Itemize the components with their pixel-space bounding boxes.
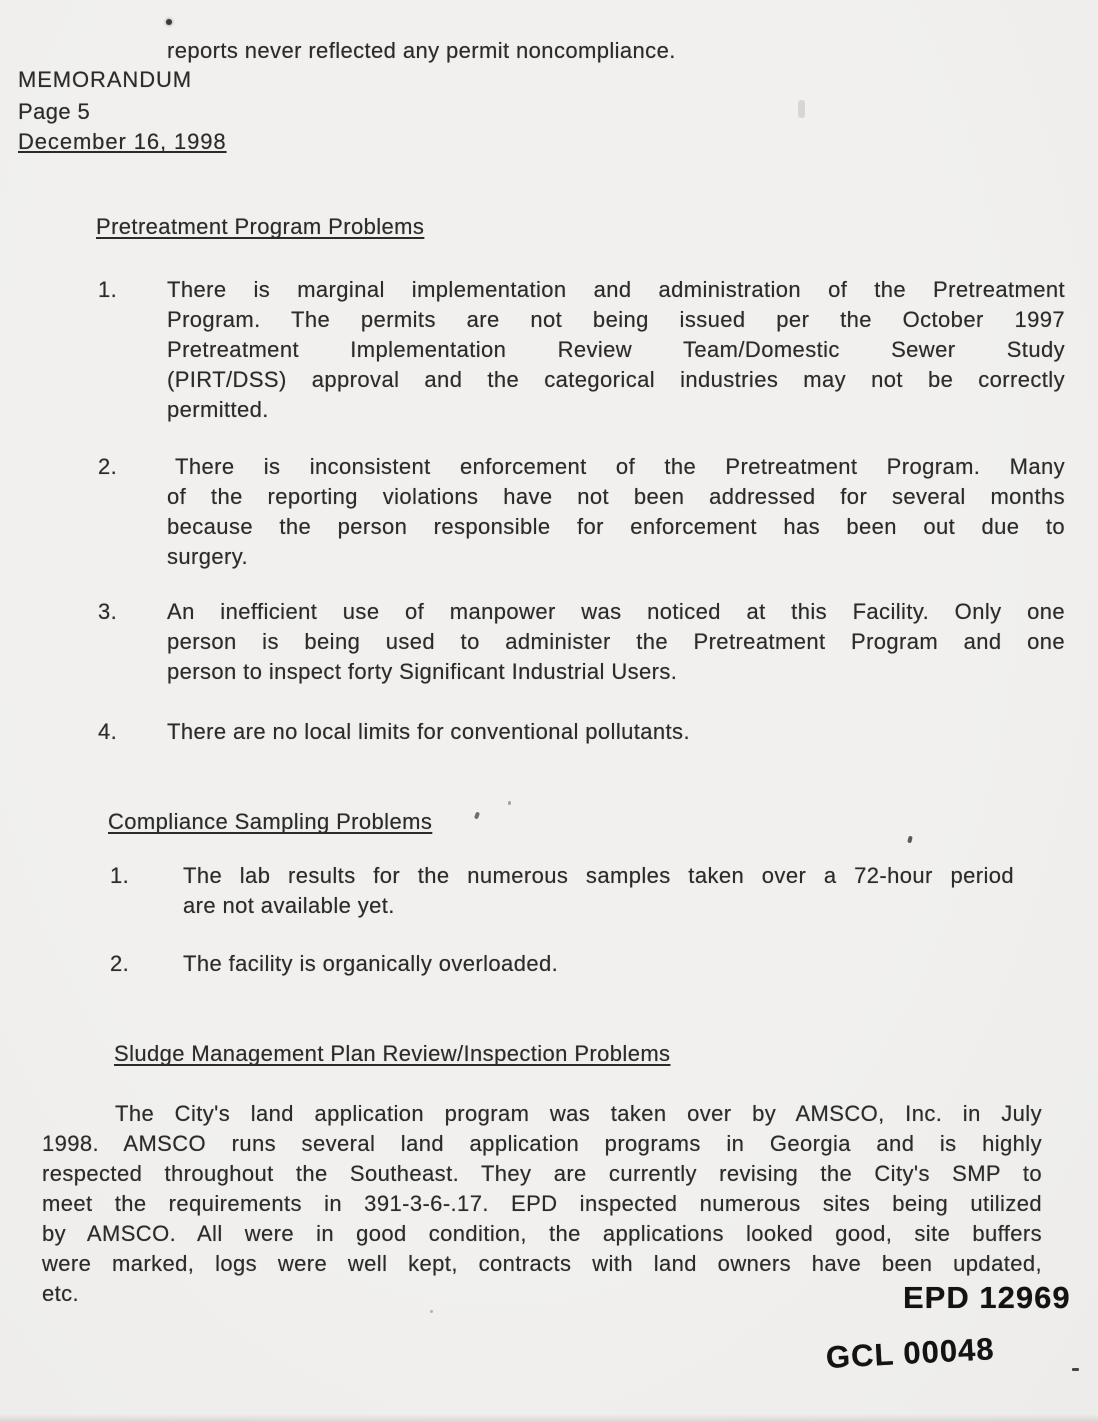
list-item	[110, 949, 1014, 979]
text-line: (PIRT/DSS) approval and the categorical industries may not be correctly	[167, 367, 1065, 392]
page-bottom-shadow	[0, 1414, 1098, 1422]
text-line: An inefficient use of manpower was noticed at this Facility. Only one	[167, 599, 1065, 624]
text-line: The City's land application program was taken over by AMSCO, Inc. in July	[115, 1101, 1042, 1126]
page-number: Page 5	[18, 99, 91, 124]
top-note: reports never reflected any permit noncompliance.	[167, 38, 676, 63]
text-line: The lab results for the numerous samples taken over a 72-hour period	[183, 863, 1014, 888]
section-heading-compliance	[108, 807, 432, 837]
ink-speckle	[508, 801, 511, 805]
text-line: 1998. AMSCO runs several land application programs in Georgia and is highly	[42, 1131, 1042, 1156]
item-text	[167, 452, 1065, 572]
list-item	[98, 717, 1065, 747]
item-number: 4.	[98, 719, 118, 744]
text-line: are not available yet.	[183, 893, 395, 918]
scan-smudge	[798, 100, 805, 118]
text-line: person is being used to administer the Pretreatment Program and one	[167, 629, 1065, 654]
section-heading-text: Pretreatment Program Problems	[96, 214, 425, 239]
stamp-gcl-number: GCL 00048	[825, 1331, 996, 1375]
ink-speckle	[430, 1310, 433, 1313]
stamp-epd-number: EPD 12969	[903, 1280, 1071, 1315]
text-line: There is marginal implementation and administration of the Pretreatment	[167, 277, 1065, 302]
text-line: of the reporting violations have not been addressed for several months	[167, 484, 1065, 509]
text-line: because the person responsible for enforcement has been out due to	[167, 514, 1065, 539]
section-heading-pretreatment	[96, 212, 424, 242]
text-line: meet the requirements in 391-3-6-.17. EPD inspected numerous sites being utilized	[42, 1191, 1042, 1216]
item-number: 1.	[110, 863, 130, 888]
text-line: were marked, logs were well kept, contracts with land owners have been updated,	[42, 1251, 1042, 1276]
item-text	[183, 861, 1014, 921]
item-number: 2.	[98, 454, 118, 479]
body-paragraph	[42, 1099, 1042, 1309]
text-line: permitted.	[167, 397, 269, 422]
text-line: respected throughout the Southeast. They are currently revising the City's SMP to	[42, 1161, 1042, 1186]
text-line: surgery.	[167, 544, 249, 569]
list-item	[110, 861, 1014, 921]
text-line: There are no local limits for conventional pollutants.	[167, 719, 690, 744]
text-line: Pretreatment Implementation Review Team/Domestic Sewer Study	[167, 337, 1065, 362]
text-line: etc.	[42, 1281, 80, 1306]
item-text	[167, 275, 1065, 425]
section-heading-text: Compliance Sampling Problems	[108, 809, 433, 834]
ink-speckle	[907, 836, 913, 844]
item-text	[167, 717, 1065, 747]
item-text	[167, 597, 1065, 687]
memo-date: December 16, 1998	[18, 129, 227, 154]
ink-speckle	[1072, 1368, 1079, 1371]
item-number: 3.	[98, 599, 118, 624]
item-number: 2.	[110, 951, 130, 976]
ink-speckle	[474, 812, 480, 820]
list-item	[98, 275, 1065, 425]
item-text	[183, 949, 1014, 979]
section-heading-text: Sludge Management Plan Review/Inspection Problems	[114, 1041, 671, 1066]
text-line: by AMSCO. All were in good condition, the applications looked good, site buffers	[42, 1221, 1042, 1246]
memo-title: MEMORANDUM	[18, 67, 192, 92]
text-line: There is inconsistent enforcement of the Pretreatment Program. Many	[175, 454, 1065, 479]
item-number: 1.	[98, 277, 118, 302]
text-line: Program. The permits are not being issued per the October 1997	[167, 307, 1065, 332]
text-line: The facility is organically overloaded.	[183, 951, 559, 976]
text-line: person to inspect forty Significant Industrial Users.	[167, 659, 678, 684]
list-item	[98, 452, 1065, 572]
ink-speckle	[166, 19, 172, 25]
list-item	[98, 597, 1065, 687]
section-heading-sludge	[114, 1039, 670, 1069]
